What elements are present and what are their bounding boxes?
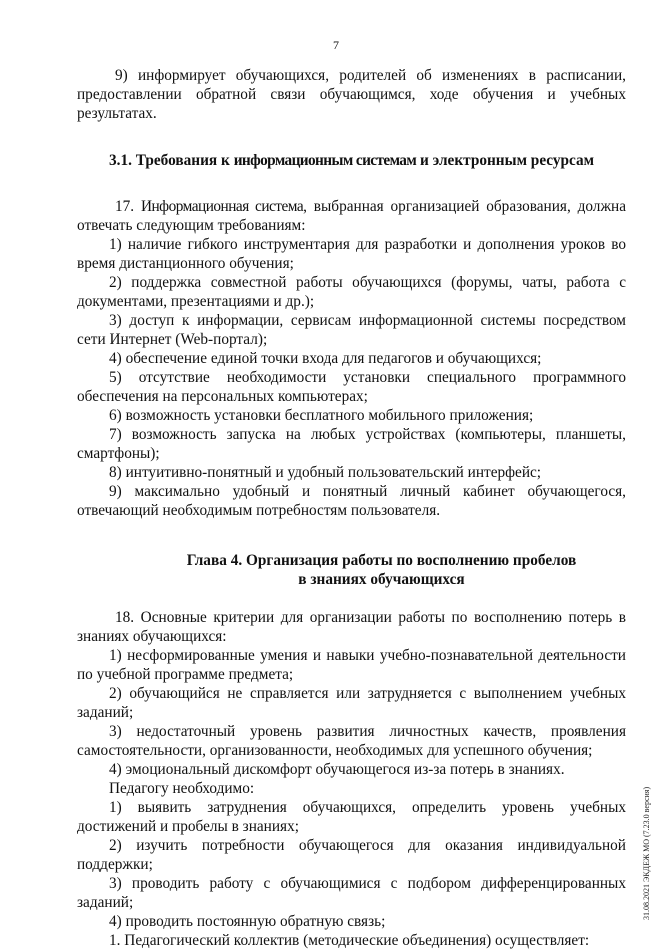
page-content bbox=[77, 66, 626, 950]
list-item-requirement: 1) наличие гибкого инструментария для разработки и дополнения уроков во время дистанционного обучения; bbox=[77, 236, 626, 272]
list-item-requirement: 6) возможность установки бесплатного мобильного приложения; bbox=[109, 407, 534, 424]
list-item-criterion: 1) несформированные умения и навыки учебно-познавательной деятельности по учебной программе предмета; bbox=[77, 647, 626, 683]
section-heading bbox=[77, 151, 626, 170]
list-item-teacher-task: 3) проводить работу с обучающимися с подбором дифференцированных заданий; bbox=[77, 875, 626, 911]
section-heading-part-2: информационным системам bbox=[233, 152, 417, 169]
list-item-requirement: 4) обеспечение единой точки входа для педагогов и обучающихся; bbox=[109, 350, 542, 367]
list-item-requirement: 5) отсутствие необходимости установки специального программного обеспечения на персональных компьютерах; bbox=[77, 369, 626, 405]
list-item-requirement: 9) максимально удобный и понятный личный кабинет обучающегося, отвечающий необходимым потребностям пользователя. bbox=[77, 483, 626, 519]
list-item-requirement: 3) доступ к информации, сервисам информационной системы посредством сети Интернет (Web-портал); bbox=[77, 312, 626, 348]
list-item-teacher-task: 1) выявить затруднения обучающихся, определить уровень учебных достижений и пробелы в знаниях; bbox=[77, 799, 626, 835]
chapter-heading-line-2: в знаниях обучающихся bbox=[298, 571, 465, 588]
section-heading-part-1: 3.1. Требования к bbox=[109, 152, 234, 169]
paragraph-collective: 1. Педагогический коллектив (методические объединения) осуществляет: bbox=[109, 932, 590, 949]
list-item-requirement: 8) интуитивно-понятный и удобный пользовательский интерфейс; bbox=[109, 464, 542, 481]
list-item-teacher-task: 2) изучить потребности обучающегося для оказания индивидуальной поддержки; bbox=[77, 837, 626, 873]
page-number: 7 bbox=[333, 38, 339, 52]
section-heading-part-3: и электронным ресурсам bbox=[416, 152, 595, 169]
list-item-requirement: 2) поддержка совместной работы обучающихся (форумы, чаты, работа с документами, презентациями и др.); bbox=[77, 274, 626, 310]
list-item-criterion: 4) эмоциональный дискомфорт обучающегося из-за потерь в знаниях. bbox=[109, 761, 565, 778]
chapter-heading bbox=[77, 551, 626, 589]
list-item-criterion: 3) недостаточный уровень развития личностных качеств, проявления самостоятельности, организованности, необходимых для успешного обучения; bbox=[77, 723, 626, 759]
paragraph-17 bbox=[77, 197, 626, 235]
list-item-requirement: 7) возможность запуска на любых устройствах (компьютеры, планшеты, смартфоны); bbox=[77, 426, 626, 462]
side-stamp: 31.08.2021 ЭКДЕЖ МО (7.23.0 версия) bbox=[642, 786, 651, 920]
list-item-teacher-task: 4) проводить постоянную обратную связь; bbox=[109, 913, 386, 930]
teacher-intro: Педагогу необходимо: bbox=[109, 780, 255, 797]
list-item-criterion: 2) обучающийся не справляется или затрудняется с выполнением учебных заданий; bbox=[77, 685, 626, 721]
paragraph-17-term: Информационная система bbox=[140, 198, 304, 215]
paragraph-17-text: , выбранная организацией образования, должна отвечать следующим требованиям: bbox=[77, 198, 626, 234]
paragraph-18: 18. Основные критерии для организации работы по восполнению потерь в знаниях обучающихся: bbox=[77, 609, 626, 645]
paragraph-item-9-inform: 9) информирует обучающихся, родителей об изменениях в расписании, предоставлении обратной связи обучающимся, ходе обучения и учебных результатах. bbox=[77, 67, 626, 122]
paragraph-17-number: 17. bbox=[115, 198, 141, 215]
chapter-heading-line-1: Глава 4. Организация работы по восполнению пробелов bbox=[186, 552, 577, 569]
